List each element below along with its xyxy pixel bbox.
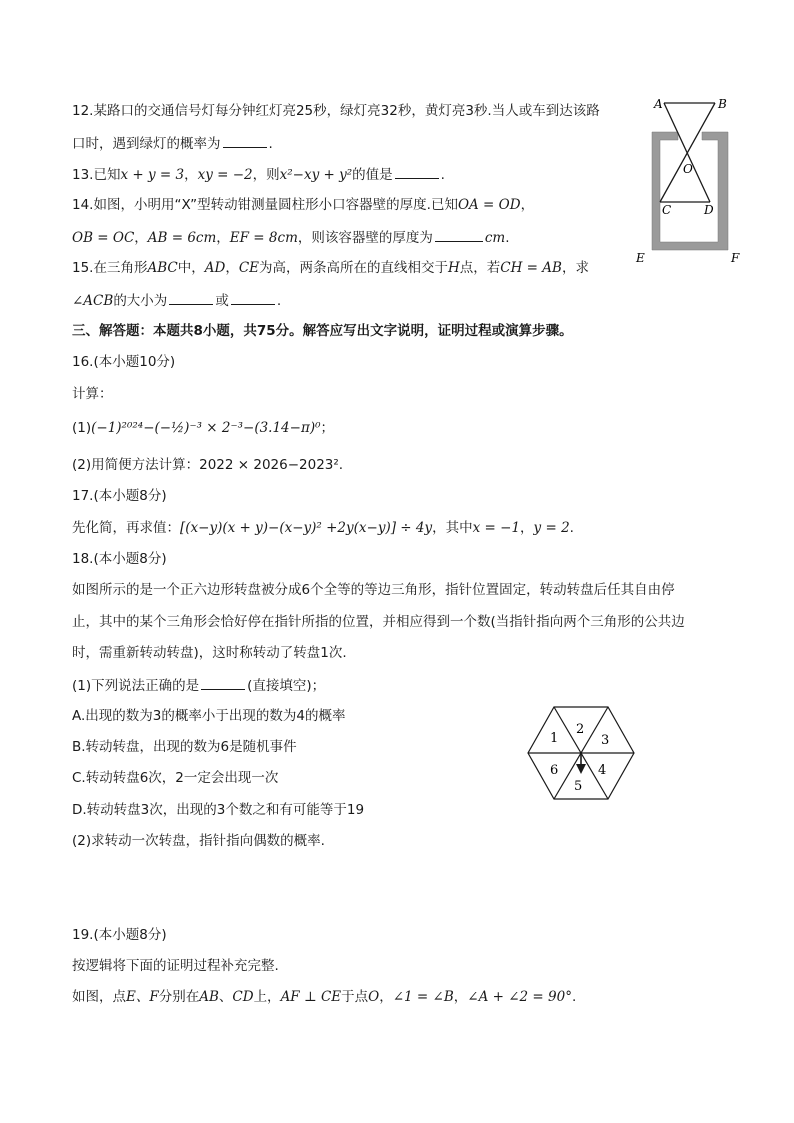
sector-1: 1 <box>550 731 559 746</box>
q18-option-c: C.转动转盘6次，2一定会出现一次 <box>72 770 279 786</box>
q18-title: 18.(本小题8分) <box>72 551 167 567</box>
q16-part1: (1)(−1)²⁰²⁴−(−½)⁻³ × 2⁻³−(3.14−π)⁰； <box>72 420 335 436</box>
answer-blank[interactable] <box>223 133 267 148</box>
q18-part2: (2)求转动一次转盘，指针指向偶数的概率. <box>72 833 325 849</box>
q12-line1: 12.某路口的交通信号灯每分钟红灯亮25秒，绿灯亮32秒，黄灯亮3秒.当人或车到达该路 <box>72 103 600 119</box>
x-clamp <box>660 103 715 202</box>
label-d: D <box>704 203 714 217</box>
q12-line2: 口时，遇到绿灯的概率为 . <box>72 133 273 154</box>
q19-statement: 如图，点E、F分别在AB、CD上，AF ⊥ CE于点O，∠1 = ∠B，∠A + ∠2 = 90°. <box>72 989 577 1005</box>
q18-p1: 如图所示的是一个正六边形转盘被分成6个全等的等边三角形，指针位置固定，转动转盘后任其自由停 <box>72 582 675 598</box>
answer-blank[interactable] <box>435 227 483 242</box>
section-heading: 三、解答题：本题共8小题，共75分。解答应写出文字说明，证明过程或演算步骤。 <box>72 323 573 339</box>
sector-6: 6 <box>550 763 559 778</box>
label-a: A <box>654 97 663 111</box>
q14-line1: 14.如图，小明用“X”型转动钳测量圆柱形小口容器壁的厚度.已知OA = OD， <box>72 197 535 213</box>
q18-part1: (1)下列说法正确的是 (直接填空)； <box>72 675 325 696</box>
q16-intro: 计算： <box>72 386 113 402</box>
label-b: B <box>718 97 727 111</box>
q15-line2: ∠ACB的大小为 或 . <box>72 290 281 311</box>
label-c: C <box>662 203 672 217</box>
q18-p2: 止，其中的某个三角形会恰好停在指针所指的位置，并相应得到一个数(当指针指向两个三角形的公共边 <box>72 614 685 630</box>
sector-2: 2 <box>576 722 585 737</box>
label-o: O <box>683 162 693 176</box>
answer-blank[interactable] <box>201 675 245 690</box>
segment-bc <box>660 103 715 202</box>
container-wall <box>652 132 728 250</box>
q18-option-b: B.转动转盘，出现的数为6是随机事件 <box>72 739 297 755</box>
q16-title: 16.(本小题10分) <box>72 354 176 370</box>
answer-blank[interactable] <box>169 290 213 305</box>
q18-option-a: A.出现的数为3的概率小于出现的数为4的概率 <box>72 708 346 724</box>
label-f: F <box>731 251 740 265</box>
sector-5: 5 <box>574 779 583 794</box>
spinner-figure <box>524 704 640 804</box>
label-e: E <box>636 251 645 265</box>
q19-intro: 按逻辑将下面的证明过程补充完整. <box>72 958 279 974</box>
q13-line: 13.已知x + y = 3，xy = −2，则x²−xy + y²的值是 . <box>72 164 445 185</box>
sector-4: 4 <box>598 763 607 778</box>
q19-title: 19.(本小题8分) <box>72 927 167 943</box>
clamp-figure <box>630 92 750 272</box>
q17-line: 先化简，再求值：[(x−y)(x + y)−(x−y)² +2y(x−y)] ÷ 4y，其中x = −1，y = 2. <box>72 520 574 536</box>
q14-line2: OB = OC，AB = 6cm，EF = 8cm，则该容器壁的厚度为 cm. <box>72 227 510 248</box>
q15-line1: 15.在三角形ABC中，AD，CE为高，两条高所在的直线相交于H点，若CH = AB，求 <box>72 260 589 276</box>
answer-blank[interactable] <box>395 164 439 179</box>
answer-blank[interactable] <box>231 290 275 305</box>
sector-3: 3 <box>601 733 610 748</box>
q16-part2: (2)用简便方法计算：2022 × 2026−2023². <box>72 457 344 473</box>
q18-option-d: D.转动转盘3次，出现的3个数之和有可能等于19 <box>72 802 365 818</box>
pointer-arrow-icon <box>576 753 586 774</box>
q17-title: 17.(本小题8分) <box>72 488 167 504</box>
q18-p3: 时，需重新转动转盘)，这时称转动了转盘1次. <box>72 645 347 661</box>
